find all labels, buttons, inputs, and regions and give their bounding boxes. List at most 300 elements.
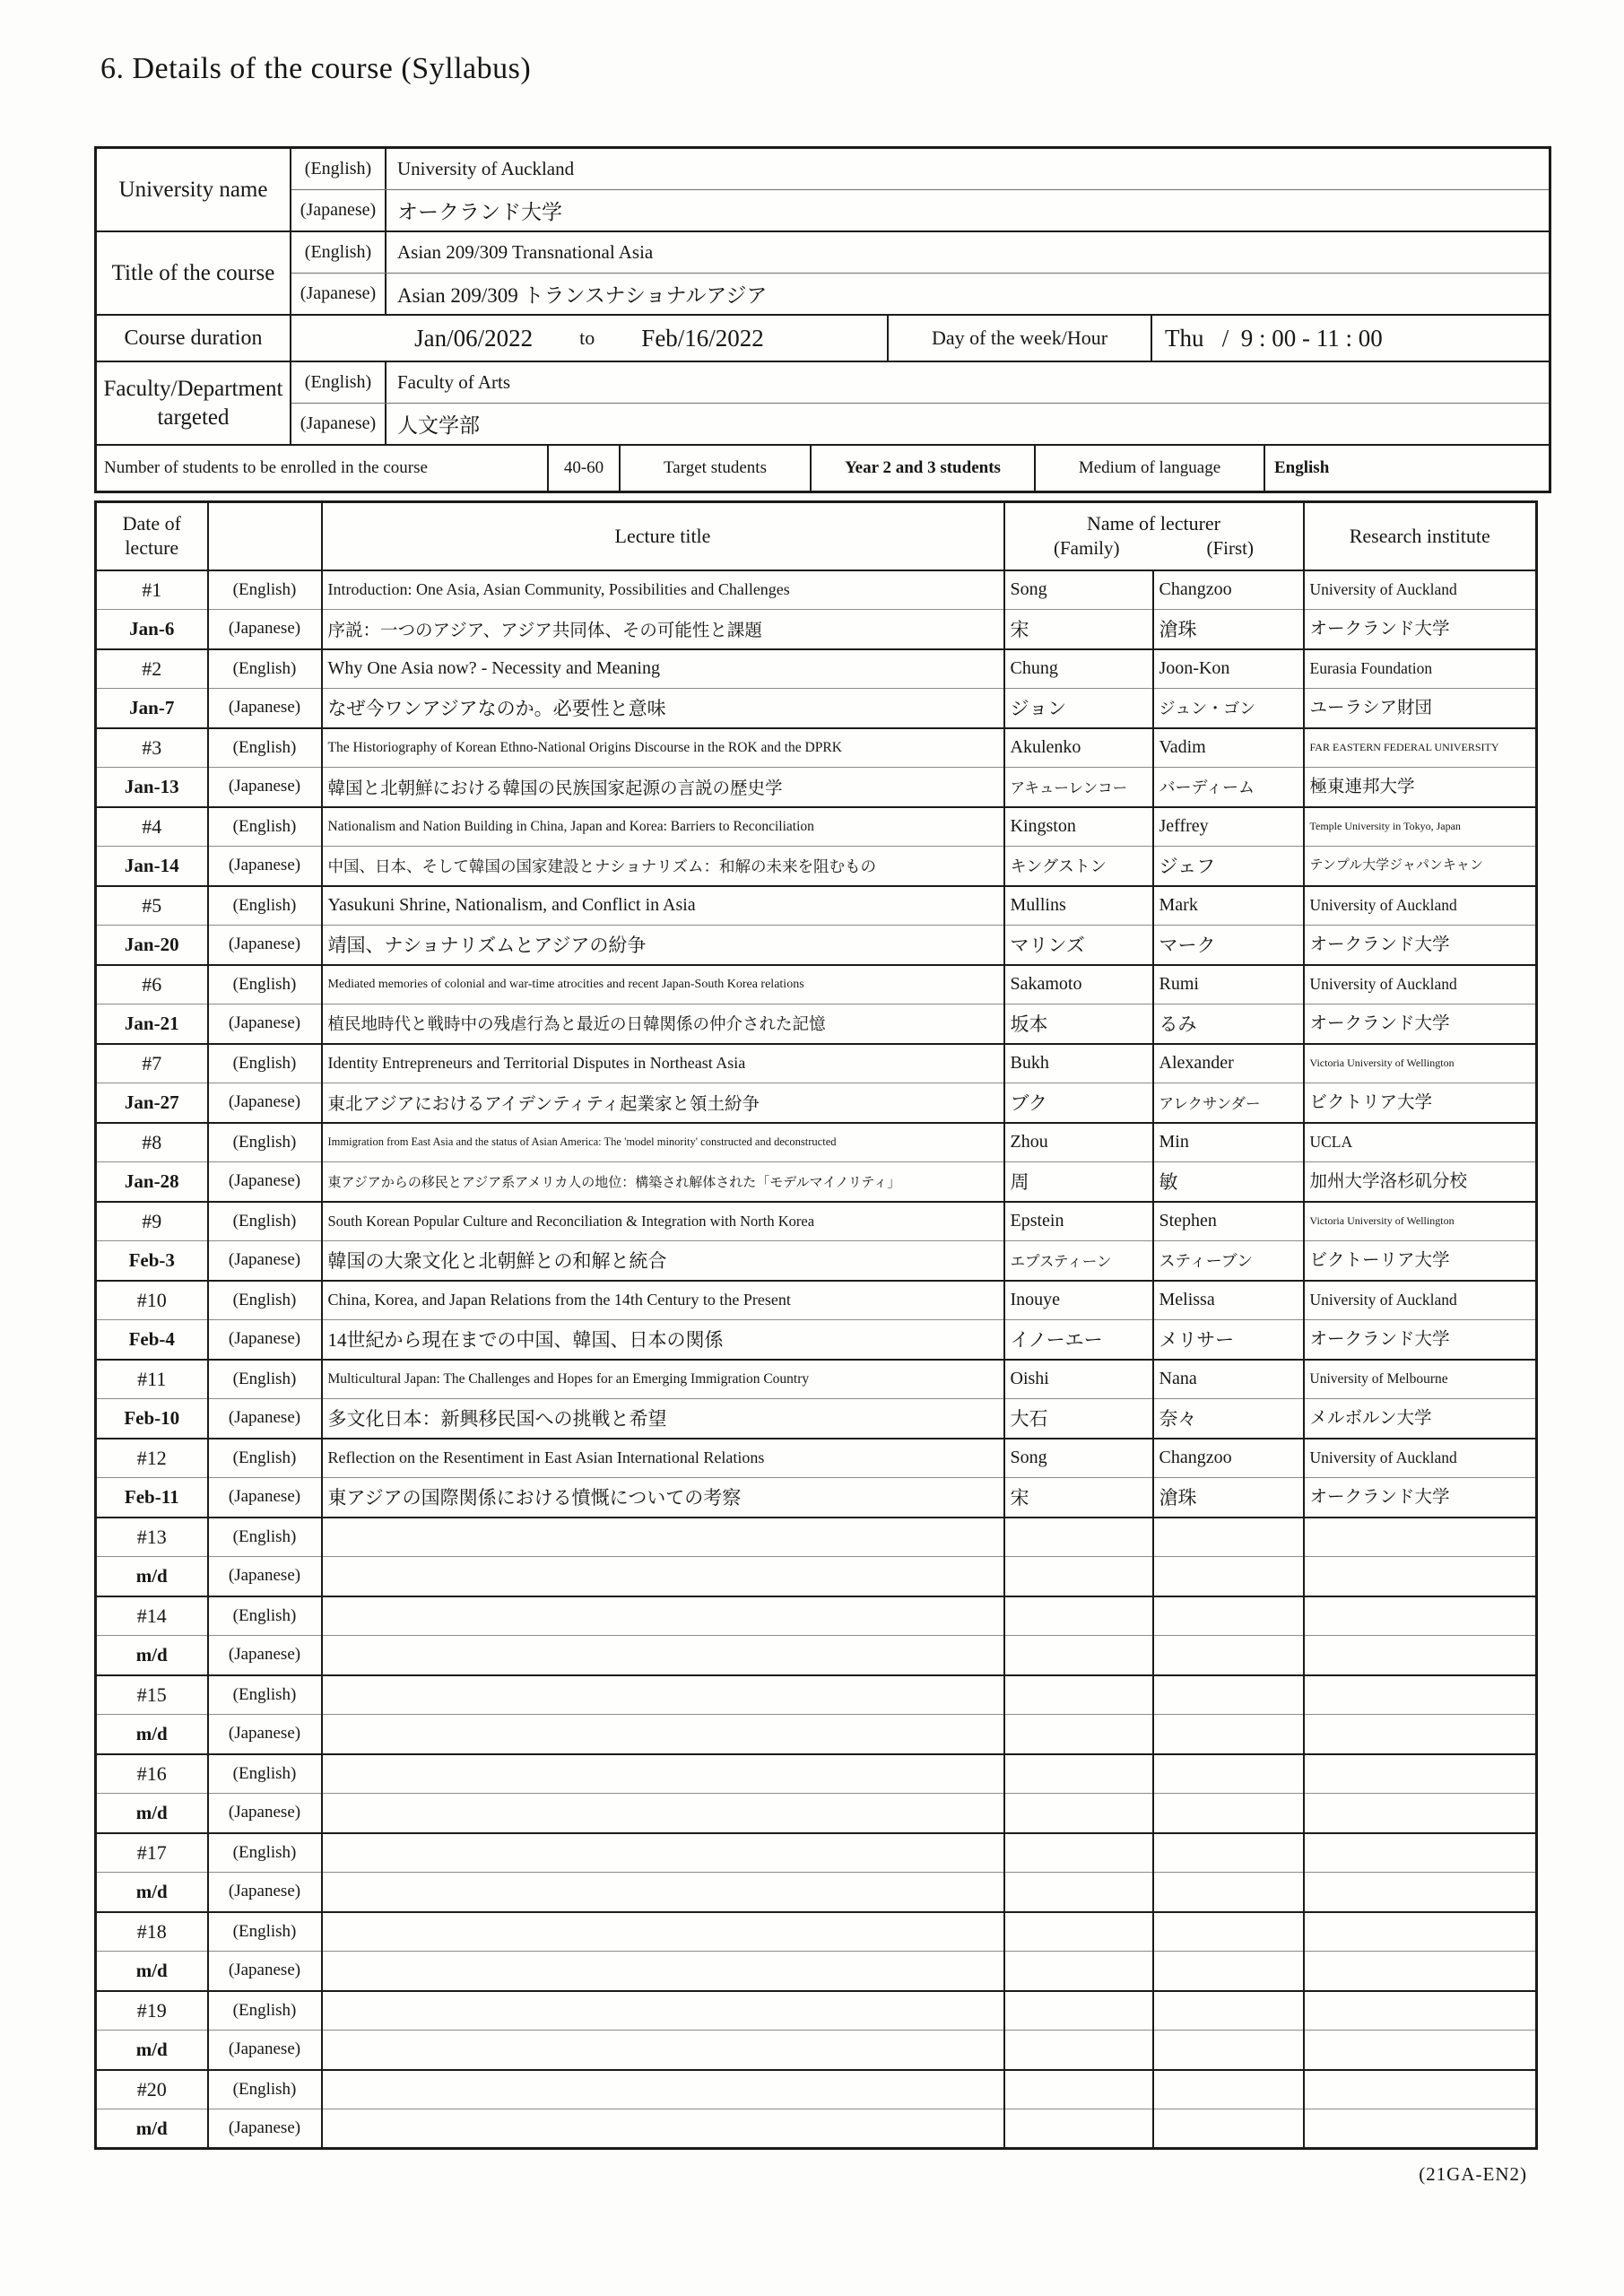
- lecture-row-japanese: [96, 610, 1537, 649]
- lecturer-family-en: [1004, 1991, 1153, 2031]
- japanese-label: (Japanese): [208, 1399, 322, 1439]
- lecturer-first-en: Jeffrey: [1153, 807, 1304, 847]
- research-institute-ja: メルボルン大学: [1304, 1399, 1537, 1439]
- university-name-ja: オークランド大学: [397, 201, 562, 223]
- lecture-date: m/d: [96, 1952, 208, 1991]
- research-institute-ja: オークランド大学: [1304, 1004, 1537, 1044]
- research-institute-en: Temple University in Tokyo, Japan: [1304, 807, 1537, 847]
- lecture-title-en: [322, 1754, 1004, 1794]
- english-label: (English): [208, 1754, 322, 1794]
- lecture-title-en: Yasukuni Shrine, Nationalism, and Conflict in Asia: [322, 886, 1004, 926]
- english-label: (English): [208, 807, 322, 847]
- research-institute-ja: オークランド大学: [1304, 1320, 1537, 1360]
- english-label: (English): [208, 2070, 322, 2109]
- lecture-row-english: [96, 886, 1537, 926]
- medium-of-language-value: English: [1264, 446, 1549, 491]
- lecture-date: Jan-20: [96, 926, 208, 965]
- lecturer-family-ja: 宋: [1004, 610, 1153, 649]
- lecture-number: #7: [96, 1044, 208, 1083]
- lecture-number: #5: [96, 886, 208, 926]
- lecturer-family-en: Mullins: [1004, 886, 1153, 926]
- lecture-date: m/d: [96, 2031, 208, 2070]
- lecture-date: Jan-13: [96, 768, 208, 807]
- lecture-row-english: [96, 649, 1537, 689]
- lecturer-first-ja: [1153, 2109, 1304, 2149]
- lecturer-family-en: [1004, 1754, 1153, 1794]
- lecture-row-english: [96, 965, 1537, 1004]
- day-of-week-value: Thu / 9 : 00 - 11 : 00: [1165, 324, 1383, 352]
- lecture-row-english: [96, 1123, 1537, 1162]
- lecturer-family-ja: ジョン: [1004, 689, 1153, 728]
- lecture-row-japanese: [96, 1557, 1537, 1596]
- lecture-row-japanese: [96, 1004, 1537, 1044]
- japanese-label: (Japanese): [208, 926, 322, 965]
- lecture-title-ja: 中国、日本、そして韓国の国家建設とナショナリズム：和解の未来を阻むもの: [322, 847, 1004, 886]
- lecture-title-en: Multicultural Japan: The Challenges and Hopes for an Emerging Immigration Country: [322, 1360, 1004, 1399]
- english-label: (English): [208, 1123, 322, 1162]
- lecture-row-japanese: [96, 1952, 1537, 1991]
- japanese-label: (Japanese): [208, 768, 322, 807]
- course-title-section: [97, 232, 1549, 316]
- lecturer-family-ja: 大石: [1004, 1399, 1153, 1439]
- lecture-row-english: [96, 1754, 1537, 1794]
- lecture-title-ja: [322, 1794, 1004, 1833]
- lecture-number: #6: [96, 965, 208, 1004]
- lecture-row-japanese: [96, 1399, 1537, 1439]
- lecture-number: #10: [96, 1281, 208, 1320]
- lecture-row-japanese: [96, 847, 1537, 886]
- course-title-ja: Asian 209/309 トランスナショナルアジア: [397, 284, 768, 307]
- lecturer-first-en: [1153, 1833, 1304, 1873]
- lecturer-family-ja: イノーエー: [1004, 1320, 1153, 1360]
- research-institute-ja: [1304, 1952, 1537, 1991]
- lecture-title-en: [322, 1596, 1004, 1636]
- lecture-row-japanese: [96, 1083, 1537, 1123]
- lecture-row-english: [96, 1518, 1537, 1557]
- lecture-date: Feb-11: [96, 1478, 208, 1518]
- lecture-date: m/d: [96, 1557, 208, 1596]
- research-institute-ja: [1304, 1715, 1537, 1754]
- lecture-title-en: South Korean Popular Culture and Reconciliation & Integration with North Korea: [322, 1202, 1004, 1241]
- japanese-label: (Japanese): [208, 1241, 322, 1281]
- english-label: (English): [208, 965, 322, 1004]
- lecturer-first-ja: [1153, 1873, 1304, 1912]
- target-students-value: Year 2 and 3 students: [810, 446, 1034, 491]
- lecturer-family-ja: [1004, 1794, 1153, 1833]
- lecturer-first-ja: アレクサンダー: [1153, 1083, 1304, 1123]
- lecture-row-english: [96, 1991, 1537, 2031]
- date-of-lecture-header: Date of lecture: [96, 502, 208, 570]
- lecturer-first-ja: [1153, 1952, 1304, 1991]
- lecturer-family-en: Inouye: [1004, 1281, 1153, 1320]
- lecture-row-japanese: [96, 1320, 1537, 1360]
- english-label: (English): [208, 1912, 322, 1952]
- lecture-row-english: [96, 1596, 1537, 1636]
- english-label: (English): [291, 362, 386, 403]
- lecture-title-ja: 植民地時代と戦時中の残虐行為と最近の日韓関係の仲介された記憶: [322, 1004, 1004, 1044]
- lecture-title-en: Immigration from East Asia and the status of Asian America: The 'model minority' constructed and deconstructed: [322, 1123, 1004, 1162]
- research-institute-ja: [1304, 2109, 1537, 2149]
- lecturer-family-ja: [1004, 1873, 1153, 1912]
- lecture-title-ja: [322, 2031, 1004, 2070]
- lecturer-family-ja: ブク: [1004, 1083, 1153, 1123]
- course-info-table: [94, 146, 1551, 493]
- lecture-number: #1: [96, 570, 208, 610]
- lecturer-family-en: Song: [1004, 570, 1153, 610]
- lecture-title-en: China, Korea, and Japan Relations from the 14th Century to the Present: [322, 1281, 1004, 1320]
- lecturer-family-ja: 坂本: [1004, 1004, 1153, 1044]
- lecture-title-ja: [322, 1952, 1004, 1991]
- research-institute-en: [1304, 2070, 1537, 2109]
- faculty-ja: 人文学部: [397, 414, 480, 437]
- course-duration-section: [97, 316, 1549, 362]
- lecture-title-ja: [322, 2109, 1004, 2149]
- course-duration-label: Course duration: [97, 316, 291, 361]
- lecture-row-japanese: [96, 2031, 1537, 2070]
- lecture-title-ja: 序説：一つのアジア、アジア共同体、その可能性と課題: [322, 610, 1004, 649]
- lecture-row-japanese: [96, 1636, 1537, 1675]
- english-label: (English): [208, 1833, 322, 1873]
- lecture-date: m/d: [96, 1715, 208, 1754]
- lecture-title-ja: 東北アジアにおけるアイデンティティ起業家と領土紛争: [322, 1083, 1004, 1123]
- lecturer-first-en: Nana: [1153, 1360, 1304, 1399]
- english-label: (English): [208, 649, 322, 689]
- lecturer-first-en: Rumi: [1153, 965, 1304, 1004]
- lecturer-first-en: [1153, 1518, 1304, 1557]
- lecture-number: #15: [96, 1675, 208, 1715]
- lecture-title-ja: [322, 1557, 1004, 1596]
- lecture-row-english: [96, 1439, 1537, 1478]
- lecturer-first-ja: ジェフ: [1153, 847, 1304, 886]
- family-name-header: (Family): [1054, 537, 1120, 560]
- lecture-title-en: [322, 1518, 1004, 1557]
- japanese-label: (Japanese): [208, 610, 322, 649]
- japanese-label: (Japanese): [208, 1873, 322, 1912]
- lecture-title-en: Introduction: One Asia, Asian Community, Possibilities and Challenges: [322, 570, 1004, 610]
- duration-end-date: Feb/16/2022: [641, 324, 764, 352]
- lecture-title-en: [322, 1991, 1004, 2031]
- lecturer-first-ja: [1153, 1715, 1304, 1754]
- lecture-row-english: [96, 728, 1537, 768]
- lecture-row-english: [96, 1675, 1537, 1715]
- lecturer-family-ja: 周: [1004, 1162, 1153, 1202]
- lecturer-first-en: [1153, 2070, 1304, 2109]
- japanese-label: (Japanese): [208, 847, 322, 886]
- lecture-date: m/d: [96, 1794, 208, 1833]
- lecture-title-ja: なぜ今ワンアジアなのか。必要性と意味: [322, 689, 1004, 728]
- lecturer-first-ja: [1153, 1636, 1304, 1675]
- lecturer-first-en: Changzoo: [1153, 570, 1304, 610]
- research-institute-ja: 加州大学洛杉矶分校: [1304, 1162, 1537, 1202]
- target-students-label: Target students: [619, 446, 810, 491]
- lecturer-first-ja: マーク: [1153, 926, 1304, 965]
- japanese-label: (Japanese): [208, 689, 322, 728]
- lecture-title-ja: 14世紀から現在までの中国、韓国、日本の関係: [322, 1320, 1004, 1360]
- research-institute-ja: オークランド大学: [1304, 1478, 1537, 1518]
- lecturer-first-en: [1153, 1754, 1304, 1794]
- duration-start-date: Jan/06/2022: [414, 324, 534, 352]
- japanese-label: (Japanese): [208, 1636, 322, 1675]
- lecturer-first-en: Min: [1153, 1123, 1304, 1162]
- lecturer-first-en: [1153, 1912, 1304, 1952]
- lecture-title-header: Lecture title: [322, 502, 1004, 570]
- lecture-title-en: Why One Asia now? - Necessity and Meaning: [322, 649, 1004, 689]
- university-name-label: University name: [97, 149, 291, 230]
- research-institute-ja: オークランド大学: [1304, 926, 1537, 965]
- day-of-week-label: Day of the week/Hour: [889, 316, 1152, 361]
- japanese-label: (Japanese): [208, 1952, 322, 1991]
- lecturer-family-en: Oishi: [1004, 1360, 1153, 1399]
- lecture-number: #14: [96, 1596, 208, 1636]
- english-label: (English): [208, 1518, 322, 1557]
- research-institute-en: UCLA: [1304, 1123, 1537, 1162]
- lecture-schedule-table: [94, 500, 1538, 2150]
- lecturer-first-ja: メリサー: [1153, 1320, 1304, 1360]
- english-label: (English): [208, 1675, 322, 1715]
- lecturer-first-ja: バーディーム: [1153, 768, 1304, 807]
- lecture-number: #9: [96, 1202, 208, 1241]
- lecture-row-japanese: [96, 1873, 1537, 1912]
- research-institute-ja: [1304, 1794, 1537, 1833]
- first-name-header: (First): [1206, 537, 1254, 560]
- lecture-number: #18: [96, 1912, 208, 1952]
- lecturer-family-ja: [1004, 1952, 1153, 1991]
- lecture-row-english: [96, 1044, 1537, 1083]
- english-label: (English): [208, 1596, 322, 1636]
- research-institute-ja: ビクトーリア大学: [1304, 1241, 1537, 1281]
- lecturer-first-ja: 滄珠: [1153, 1478, 1304, 1518]
- japanese-label: (Japanese): [291, 190, 386, 230]
- english-label: (English): [208, 1439, 322, 1478]
- university-section: [97, 149, 1549, 232]
- lecturer-first-ja: [1153, 1794, 1304, 1833]
- lecturer-family-ja: アキューレンコー: [1004, 768, 1153, 807]
- research-institute-en: FAR EASTERN FEDERAL UNIVERSITY: [1304, 728, 1537, 768]
- lecture-number: #3: [96, 728, 208, 768]
- lecture-row-japanese: [96, 926, 1537, 965]
- research-institute-en: Victoria University of Wellington: [1304, 1202, 1537, 1241]
- lecture-row-japanese: [96, 2109, 1537, 2149]
- research-institute-header: Research institute: [1304, 502, 1537, 570]
- research-institute-en: [1304, 1675, 1537, 1715]
- course-title-en: Asian 209/309 Transnational Asia: [397, 241, 654, 263]
- lecture-number: #11: [96, 1360, 208, 1399]
- lecturer-family-en: Kingston: [1004, 807, 1153, 847]
- lecture-row-english: [96, 1912, 1537, 1952]
- language-column-header: [208, 502, 322, 570]
- english-label: (English): [208, 570, 322, 610]
- lecture-title-en: Reflection on the Resentiment in East Asian International Relations: [322, 1439, 1004, 1478]
- faculty-section: [97, 362, 1549, 446]
- lecturer-family-en: [1004, 1518, 1153, 1557]
- japanese-label: (Japanese): [291, 404, 386, 444]
- lecturer-family-ja: [1004, 1557, 1153, 1596]
- lecturer-family-ja: マリンズ: [1004, 926, 1153, 965]
- research-institute-ja: ユーラシア財団: [1304, 689, 1537, 728]
- lecture-title-en: Identity Entrepreneurs and Territorial Disputes in Northeast Asia: [322, 1044, 1004, 1083]
- lecture-date: Jan-14: [96, 847, 208, 886]
- lecturer-family-en: Epstein: [1004, 1202, 1153, 1241]
- lecture-row-japanese: [96, 1794, 1537, 1833]
- lecturer-first-ja: 奈々: [1153, 1399, 1304, 1439]
- lecturer-family-ja: [1004, 2109, 1153, 2149]
- lecturer-family-en: Sakamoto: [1004, 965, 1153, 1004]
- lecturer-family-en: [1004, 1596, 1153, 1636]
- research-institute-en: University of Auckland: [1304, 570, 1537, 610]
- japanese-label: (Japanese): [208, 1162, 322, 1202]
- lecturer-first-en: Melissa: [1153, 1281, 1304, 1320]
- lecture-row-japanese: [96, 1715, 1537, 1754]
- lecturer-family-en: [1004, 2070, 1153, 2109]
- lecture-date: m/d: [96, 1636, 208, 1675]
- lecturer-family-ja: [1004, 1715, 1153, 1754]
- lecture-title-ja: [322, 1873, 1004, 1912]
- university-name-en: University of Auckland: [397, 158, 575, 179]
- lecture-number: #17: [96, 1833, 208, 1873]
- lecturer-first-en: [1153, 1596, 1304, 1636]
- students-section: [97, 446, 1549, 491]
- lecture-row-english: [96, 1281, 1537, 1320]
- lecture-date: Feb-4: [96, 1320, 208, 1360]
- lecturer-first-ja: ジュン・ゴン: [1153, 689, 1304, 728]
- research-institute-en: [1304, 1833, 1537, 1873]
- lecturer-first-ja: 滄珠: [1153, 610, 1304, 649]
- japanese-label: (Japanese): [208, 1794, 322, 1833]
- lecture-title-ja: 東アジアの国際関係における憤慨についての考察: [322, 1478, 1004, 1518]
- lecturer-first-ja: るみ: [1153, 1004, 1304, 1044]
- lecture-title-en: [322, 1912, 1004, 1952]
- research-institute-en: [1304, 1754, 1537, 1794]
- lecturer-family-en: Chung: [1004, 649, 1153, 689]
- lecture-date: m/d: [96, 2109, 208, 2149]
- lecture-number: #13: [96, 1518, 208, 1557]
- lecture-title-en: The Historiography of Korean Ethno-National Origins Discourse in the ROK and the DPRK: [322, 728, 1004, 768]
- japanese-label: (Japanese): [208, 2109, 322, 2149]
- lecture-date: Jan-28: [96, 1162, 208, 1202]
- english-label: (English): [208, 1281, 322, 1320]
- english-label: (English): [208, 886, 322, 926]
- research-institute-en: [1304, 1912, 1537, 1952]
- lecturer-first-en: Changzoo: [1153, 1439, 1304, 1478]
- lecturer-first-en: [1153, 1675, 1304, 1715]
- english-label: (English): [208, 1202, 322, 1241]
- lecture-title-ja: 韓国の大衆文化と北朝鮮との和解と統合: [322, 1241, 1004, 1281]
- lecture-title-ja: [322, 1715, 1004, 1754]
- research-institute-ja: [1304, 2031, 1537, 2070]
- lecture-title-ja: 靖国、ナショナリズムとアジアの紛争: [322, 926, 1004, 965]
- lecturer-family-ja: キングストン: [1004, 847, 1153, 886]
- lecture-title-en: Nationalism and Nation Building in China, Japan and Korea: Barriers to Reconciliation: [322, 807, 1004, 847]
- lecture-date: Jan-27: [96, 1083, 208, 1123]
- lecturer-first-ja: [1153, 2031, 1304, 2070]
- research-institute-en: University of Auckland: [1304, 886, 1537, 926]
- research-institute-en: Victoria University of Wellington: [1304, 1044, 1537, 1083]
- lecturer-family-ja: [1004, 2031, 1153, 2070]
- lecturer-family-en: Akulenko: [1004, 728, 1153, 768]
- research-institute-ja: [1304, 1873, 1537, 1912]
- japanese-label: (Japanese): [208, 1320, 322, 1360]
- english-label: (English): [291, 232, 386, 273]
- lecture-title-ja: 多文化日本：新興移民国への挑戦と希望: [322, 1399, 1004, 1439]
- research-institute-ja: 極東連邦大学: [1304, 768, 1537, 807]
- lecture-number: #4: [96, 807, 208, 847]
- enrolled-students-label: Number of students to be enrolled in the course: [104, 458, 428, 477]
- medium-of-language-label: Medium of language: [1034, 446, 1264, 491]
- lecture-date: Jan-21: [96, 1004, 208, 1044]
- lecture-row-english: [96, 1202, 1537, 1241]
- lecturer-family-ja: [1004, 1636, 1153, 1675]
- japanese-label: (Japanese): [208, 2031, 322, 2070]
- research-institute-en: [1304, 1596, 1537, 1636]
- research-institute-en: University of Auckland: [1304, 965, 1537, 1004]
- form-code: (21GA-EN2): [1419, 2163, 1527, 2185]
- english-label: (English): [208, 1360, 322, 1399]
- lecturer-first-en: Stephen: [1153, 1202, 1304, 1241]
- lecturer-first-en: [1153, 1991, 1304, 2031]
- research-institute-ja: [1304, 1557, 1537, 1596]
- lecture-row-english: [96, 1360, 1537, 1399]
- lecturer-family-en: [1004, 1675, 1153, 1715]
- faculty-label: Faculty/Department targeted: [97, 362, 291, 444]
- lecture-row-english: [96, 570, 1537, 610]
- lecture-title-ja: 韓国と北朝鮮における韓国の民族国家起源の言説の歴史学: [322, 768, 1004, 807]
- research-institute-ja: テンプル大学ジャパンキャン: [1304, 847, 1537, 886]
- research-institute-en: Eurasia Foundation: [1304, 649, 1537, 689]
- research-institute-en: [1304, 1518, 1537, 1557]
- japanese-label: (Japanese): [291, 274, 386, 314]
- enrolled-students-value: 40-60: [547, 446, 619, 491]
- lecture-row-japanese: [96, 1162, 1537, 1202]
- lecture-number: #20: [96, 2070, 208, 2109]
- japanese-label: (Japanese): [208, 1557, 322, 1596]
- lecturer-family-en: [1004, 1912, 1153, 1952]
- japanese-label: (Japanese): [208, 1004, 322, 1044]
- lecture-number: #19: [96, 1991, 208, 2031]
- lecturer-family-ja: エプスティーン: [1004, 1241, 1153, 1281]
- lecture-number: #12: [96, 1439, 208, 1478]
- faculty-en: Faculty of Arts: [397, 371, 510, 393]
- lecture-number: #8: [96, 1123, 208, 1162]
- lecture-date: Jan-6: [96, 610, 208, 649]
- lecture-title-en: [322, 2070, 1004, 2109]
- lecturer-first-ja: [1153, 1557, 1304, 1596]
- english-label: (English): [208, 1991, 322, 2031]
- lecture-date: Feb-10: [96, 1399, 208, 1439]
- duration-to-label: to: [579, 326, 595, 349]
- lecturer-name-header: [1004, 502, 1304, 570]
- lecturer-family-en: Song: [1004, 1439, 1153, 1478]
- lecturer-family-en: Zhou: [1004, 1123, 1153, 1162]
- english-label: (English): [208, 728, 322, 768]
- research-institute-en: [1304, 1991, 1537, 2031]
- lecture-row-english: [96, 2070, 1537, 2109]
- lecture-row-english: [96, 1833, 1537, 1873]
- lecture-title-ja: 東アジアからの移民とアジア系アメリカ人の地位：構築され解体された「モデルマイノリティ」: [322, 1162, 1004, 1202]
- research-institute-en: University of Auckland: [1304, 1439, 1537, 1478]
- lecture-title-en: [322, 1833, 1004, 1873]
- lecture-title-en: [322, 1675, 1004, 1715]
- lecture-date: Feb-3: [96, 1241, 208, 1281]
- schedule-header-row: [96, 502, 1537, 570]
- lecture-row-english: [96, 807, 1537, 847]
- lecture-row-japanese: [96, 768, 1537, 807]
- lecturer-first-ja: 敏: [1153, 1162, 1304, 1202]
- lecture-number: #16: [96, 1754, 208, 1794]
- page-title: 6. Details of the course (Syllabus): [100, 52, 532, 85]
- japanese-label: (Japanese): [208, 1083, 322, 1123]
- lecturer-family-en: [1004, 1833, 1153, 1873]
- lecturer-first-en: Vadim: [1153, 728, 1304, 768]
